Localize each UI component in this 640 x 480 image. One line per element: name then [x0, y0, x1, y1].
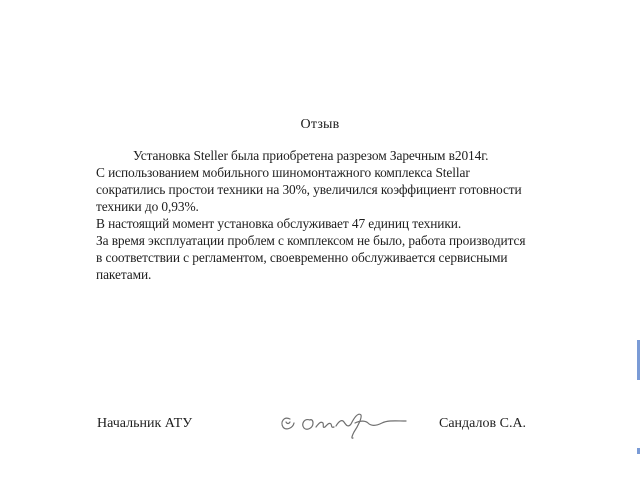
review-body	[96, 147, 616, 283]
body-line-3: сократились простои техники на 30%, увеличился коэффициент готовности	[96, 182, 522, 197]
signature-block	[0, 414, 640, 444]
handwritten-signature	[276, 406, 416, 442]
body-line-4: техники до 0,93%.	[96, 199, 199, 214]
document-title: Отзыв	[300, 117, 340, 132]
body-line-7: в соответствии с регламентом, своевременно обслуживается сервисными	[96, 250, 508, 265]
body-line-5: В настоящий момент установка обслуживает 47 единиц техники.	[96, 216, 462, 231]
body-line-8: пакетами.	[96, 267, 152, 282]
body-line-6: За время эксплуатации проблем с комплексом не было, работа производится	[96, 233, 526, 248]
body-line-2: С использованием мобильного шиномонтажного комплекса Stellar	[96, 165, 470, 180]
signer-name: Сандалов С.А.	[439, 416, 527, 431]
signer-position: Начальник АТУ	[97, 416, 193, 431]
body-line-1: Установка Steller была приобретена разрезом Заречным в2014г.	[133, 148, 489, 163]
